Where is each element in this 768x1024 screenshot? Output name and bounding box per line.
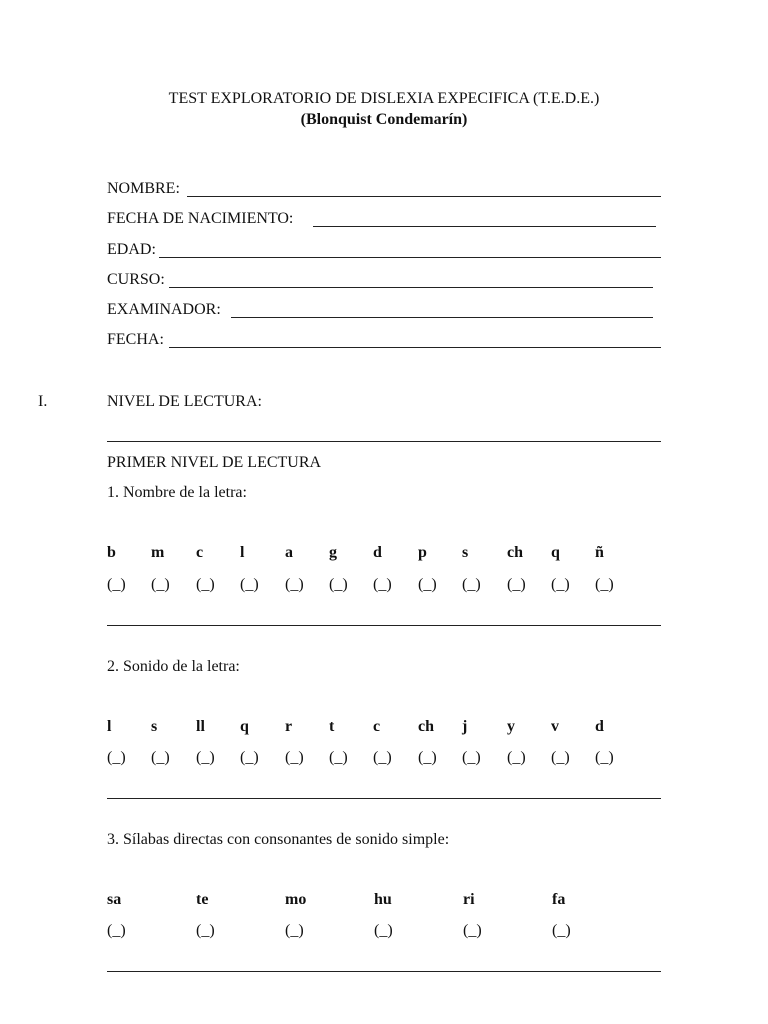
answer-box[interactable]: (_) [196,576,215,593]
document-subtitle: (Blonquist Condemarín) [300,111,468,128]
level-title: PRIMER NIVEL DE LECTURA [107,454,322,471]
test-item: ñ [595,544,604,561]
syllable-row [0,891,768,913]
field-line[interactable] [313,226,656,227]
divider [107,625,661,626]
field-label: CURSO: [107,271,165,288]
answer-box[interactable]: (_) [107,749,126,766]
field-line[interactable] [169,347,661,348]
test-item: ri [463,891,475,908]
test-item: fa [552,891,566,908]
answer-box[interactable]: (_) [196,922,215,939]
test-item: l [240,544,245,561]
test-item: l [107,718,112,735]
test-item: p [418,544,427,561]
answer-box[interactable]: (_) [329,749,348,766]
test-item: g [329,544,337,561]
answer-box[interactable]: (_) [462,749,481,766]
test-item: s [151,718,158,735]
answer-row [0,749,768,771]
answer-box[interactable]: (_) [507,576,526,593]
test-item: mo [285,891,307,908]
field-label: EXAMINADOR: [107,301,221,318]
field-line[interactable] [187,196,661,197]
test-item: b [107,544,116,561]
test-item: c [196,544,204,561]
answer-box[interactable]: (_) [196,749,215,766]
test-item: hu [374,891,392,908]
answer-box[interactable]: (_) [374,922,393,939]
test-item: a [285,544,293,561]
exercise-title: 3. Sílabas directas con consonantes de sonido simple: [107,831,450,848]
answer-box[interactable]: (_) [595,576,614,593]
test-item: ll [196,718,205,735]
answer-box[interactable]: (_) [329,576,348,593]
answer-row [0,576,768,598]
divider [107,798,661,799]
answer-box[interactable]: (_) [151,576,170,593]
divider [107,441,661,442]
divider [107,971,661,972]
test-item: d [595,718,604,735]
answer-box[interactable]: (_) [507,749,526,766]
exercise-title: 1. Nombre de la letra: [107,484,247,501]
letter-row [0,544,768,566]
test-item: y [507,718,515,735]
field-label: FECHA DE NACIMIENTO: [107,210,294,227]
answer-row [0,922,768,944]
letter-row [0,718,768,740]
field-line[interactable] [231,317,653,318]
field-label: NOMBRE: [107,180,180,197]
answer-box[interactable]: (_) [107,922,126,939]
answer-box[interactable]: (_) [595,749,614,766]
test-item: ch [418,718,434,735]
test-item: r [285,718,293,735]
answer-box[interactable]: (_) [463,922,482,939]
document-title: TEST EXPLORATORIO DE DISLEXIA EXPECIFICA (T.E.D.E.) [168,90,600,107]
answer-box[interactable]: (_) [418,576,437,593]
answer-box[interactable]: (_) [285,922,304,939]
exercise-title: 2. Sonido de la letra: [107,658,240,675]
test-item: te [196,891,209,908]
test-item: d [373,544,382,561]
test-item: t [329,718,335,735]
answer-box[interactable]: (_) [373,749,392,766]
field-line[interactable] [159,257,661,258]
test-item: c [373,718,381,735]
test-item: q [551,544,560,561]
answer-box[interactable]: (_) [240,576,259,593]
test-item: sa [107,891,122,908]
test-item: j [462,718,468,735]
answer-box[interactable]: (_) [285,576,304,593]
section-title: NIVEL DE LECTURA: [107,393,262,410]
answer-box[interactable]: (_) [462,576,481,593]
field-label: FECHA: [107,331,164,348]
answer-box[interactable]: (_) [240,749,259,766]
field-line[interactable] [169,287,653,288]
test-item: v [551,718,559,735]
answer-box[interactable]: (_) [151,749,170,766]
answer-box[interactable]: (_) [551,749,570,766]
section-number: I. [38,393,48,410]
answer-box[interactable]: (_) [285,749,304,766]
test-item: m [151,544,165,561]
field-label: EDAD: [107,241,156,258]
answer-box[interactable]: (_) [107,576,126,593]
answer-box[interactable]: (_) [418,749,437,766]
answer-box[interactable]: (_) [373,576,392,593]
answer-box[interactable]: (_) [551,576,570,593]
test-item: s [462,544,469,561]
test-item: ch [507,544,523,561]
answer-box[interactable]: (_) [552,922,571,939]
test-item: q [240,718,249,735]
